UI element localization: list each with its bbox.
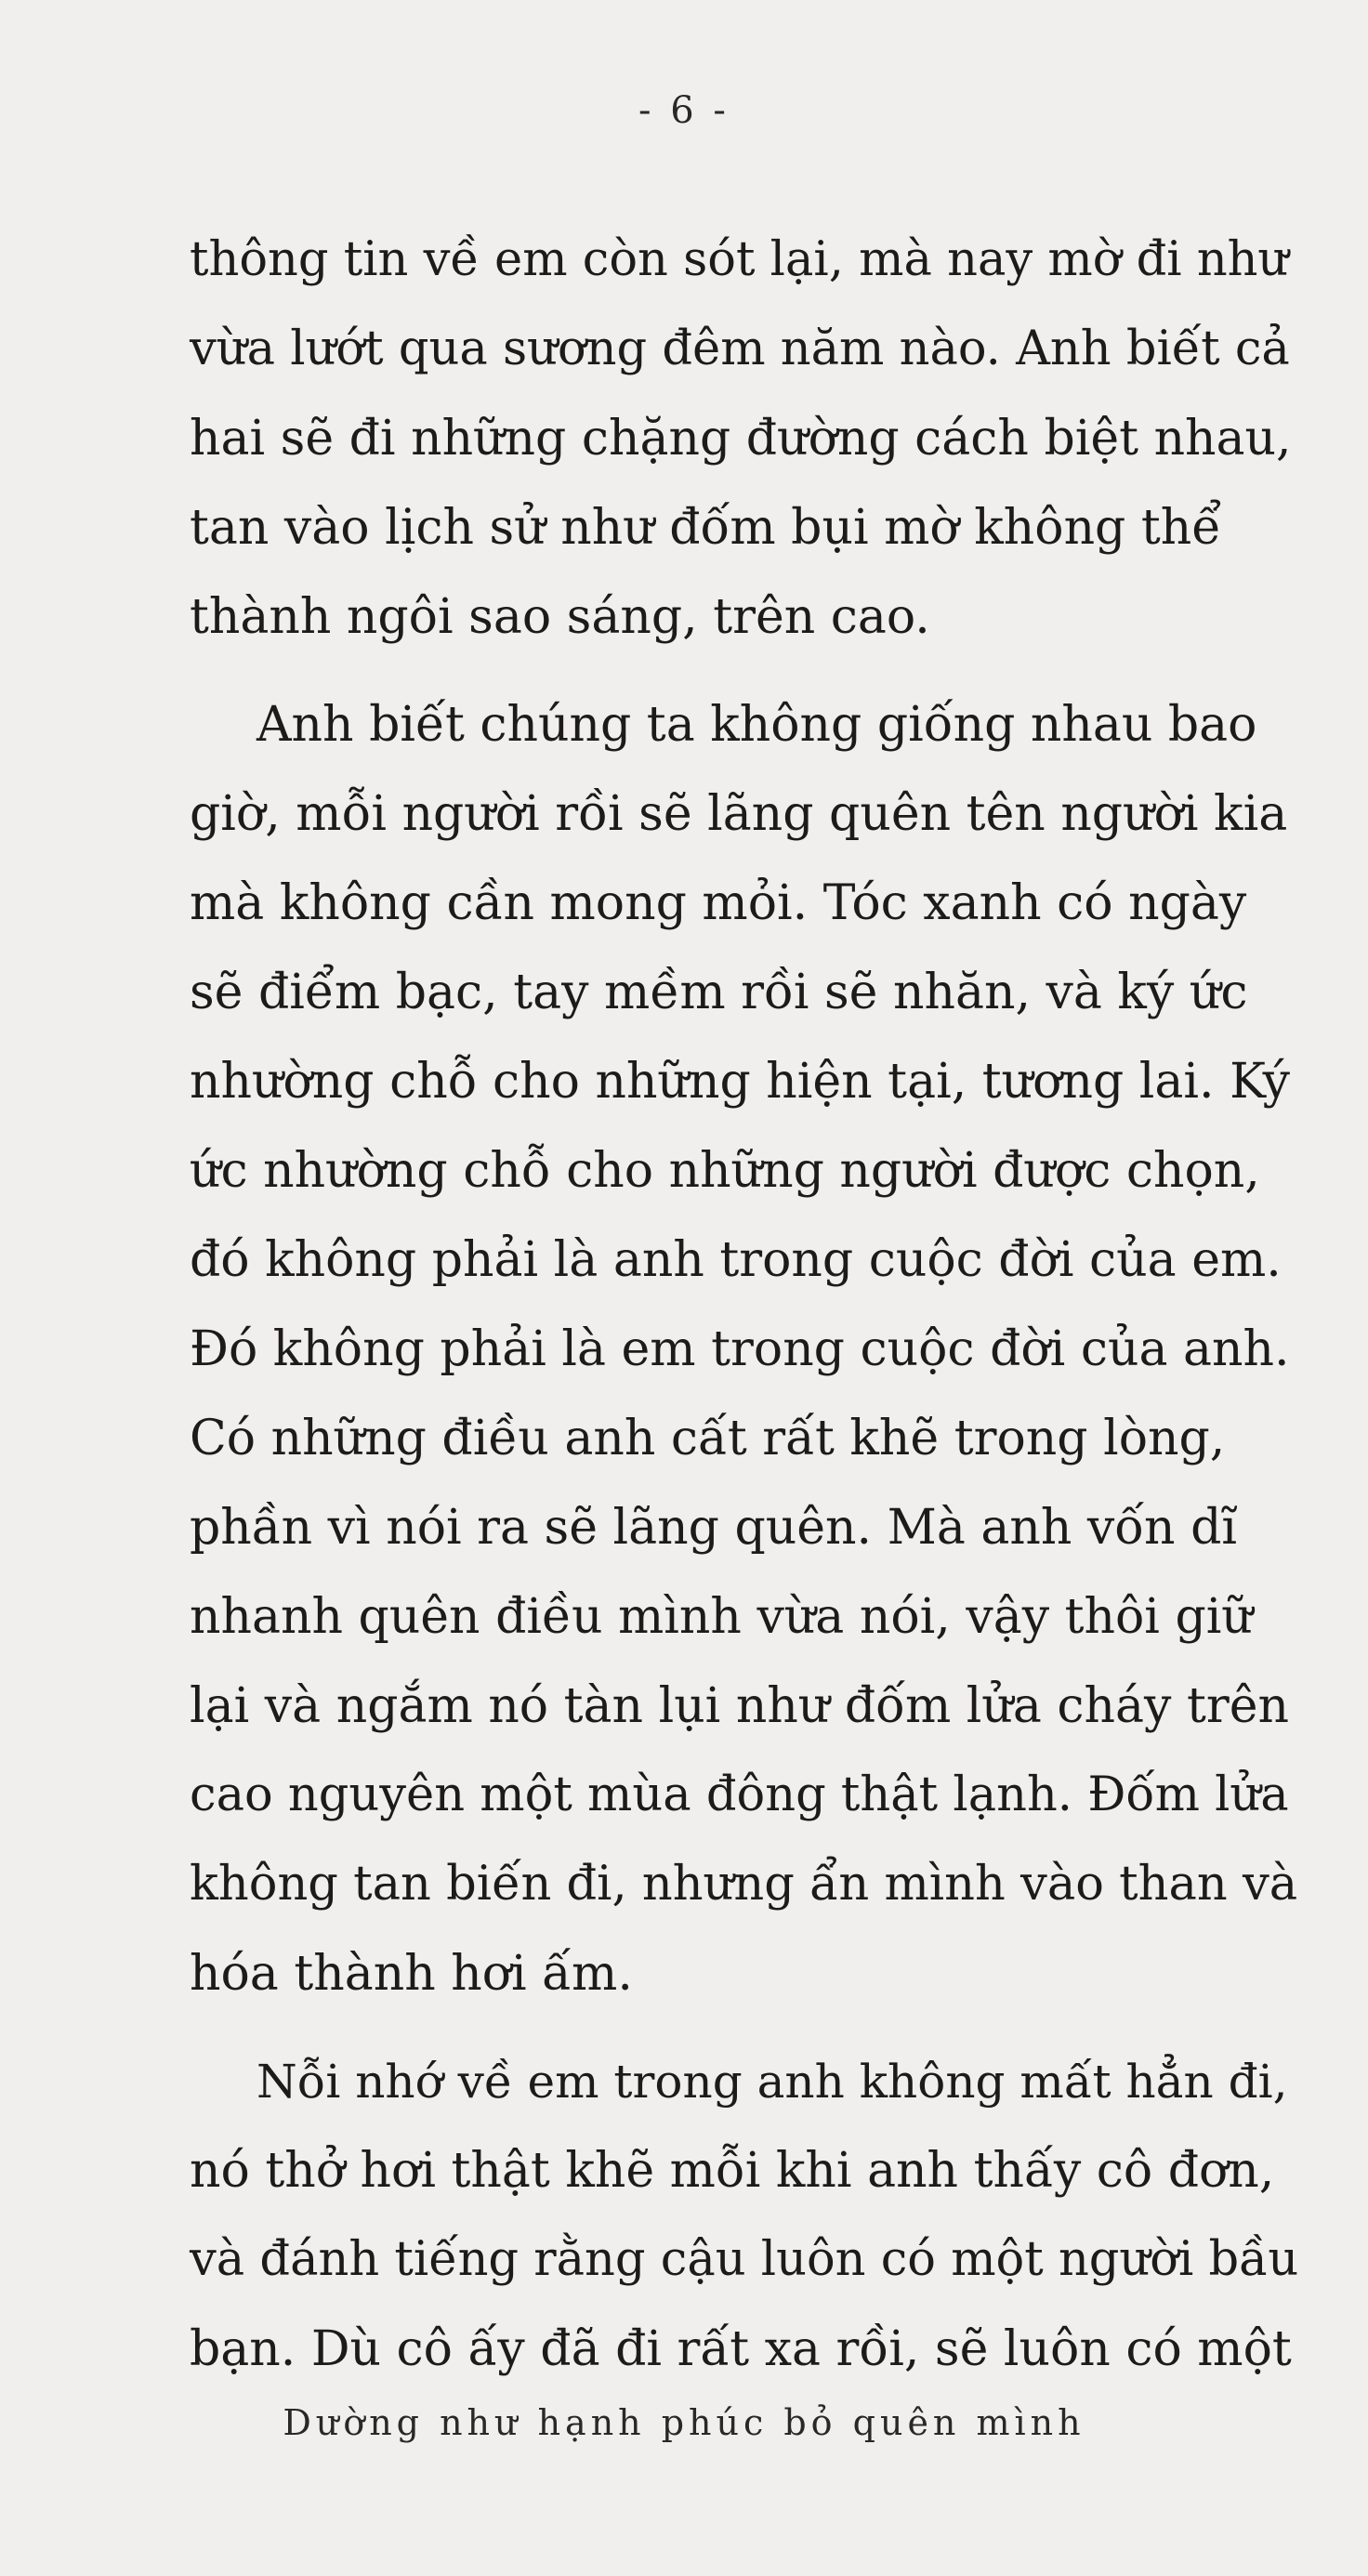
text-line: không tan biến đi, nhưng ẩn mình vào than và (190, 1857, 1298, 1912)
text-line: và đánh tiếng rằng cậu luôn có một người bầu (190, 2232, 1299, 2287)
text-line: nhường chỗ cho những hiện tại, tương lai. Ký (190, 1054, 1290, 1110)
paragraph-3 (190, 2037, 1301, 2394)
text-line: mà không cần mong mỏi. Tóc xanh có ngày (190, 875, 1247, 931)
paragraph-1 (190, 216, 1301, 662)
text-line: Anh biết chúng ta không giống nhau bao (256, 697, 1257, 753)
text-line: ức nhường chỗ cho những người được chọn, (190, 1143, 1260, 1199)
text-line: cao nguyên một mùa đông thật lạnh. Đốm lửa (190, 1768, 1289, 1822)
text-line: vừa lướt qua sương đêm năm nào. Anh biết cả (190, 322, 1290, 376)
text-line: nó thở hơi thật khẽ mỗi khi anh thấy cô đơn, (190, 2143, 1275, 2199)
body-text (190, 216, 1301, 2394)
text-line: đó không phải là anh trong cuộc đời của em. (190, 1232, 1282, 1288)
text-line: thông tin về em còn sót lại, mà nay mờ đi như (190, 232, 1289, 287)
text-line: hóa thành hơi ấm. (190, 1946, 633, 2002)
running-footer-book-title: Dường như hạnh phúc bỏ quên mình (283, 2402, 1085, 2443)
text-line: sẽ điểm bạc, tay mềm rồi sẽ nhăn, và ký ức (190, 965, 1248, 1020)
text-line: giờ, mỗi người rồi sẽ lãng quên tên người kia (190, 786, 1288, 842)
text-line: Nỗi nhớ về em trong anh không mất hẳn đi, (256, 2055, 1288, 2109)
text-line: thành ngôi sao sáng, trên cao. (190, 589, 930, 645)
text-line: lại và ngắm nó tàn lụi như đốm lửa cháy trên (190, 1678, 1289, 1734)
text-line: hai sẽ đi những chặng đường cách biệt nhau, (190, 411, 1292, 467)
page-number: - 6 - (638, 89, 730, 132)
text-line: Đó không phải là em trong cuộc đời của anh. (190, 1321, 1290, 1377)
text-line: phần vì nói ra sẽ lãng quên. Mà anh vốn dĩ (190, 1500, 1237, 1556)
paragraph-2 (190, 680, 1301, 2018)
text-line: nhanh quên điều mình vừa nói, vậy thôi giữ (190, 1589, 1253, 1645)
text-line: tan vào lịch sử như đốm bụi mờ không thể (190, 500, 1222, 556)
text-line: Có những điều anh cất rất khẽ trong lòng, (190, 1411, 1226, 1466)
text-line: bạn. Dù cô ấy đã đi rất xa rồi, sẽ luôn có một (190, 2321, 1292, 2377)
